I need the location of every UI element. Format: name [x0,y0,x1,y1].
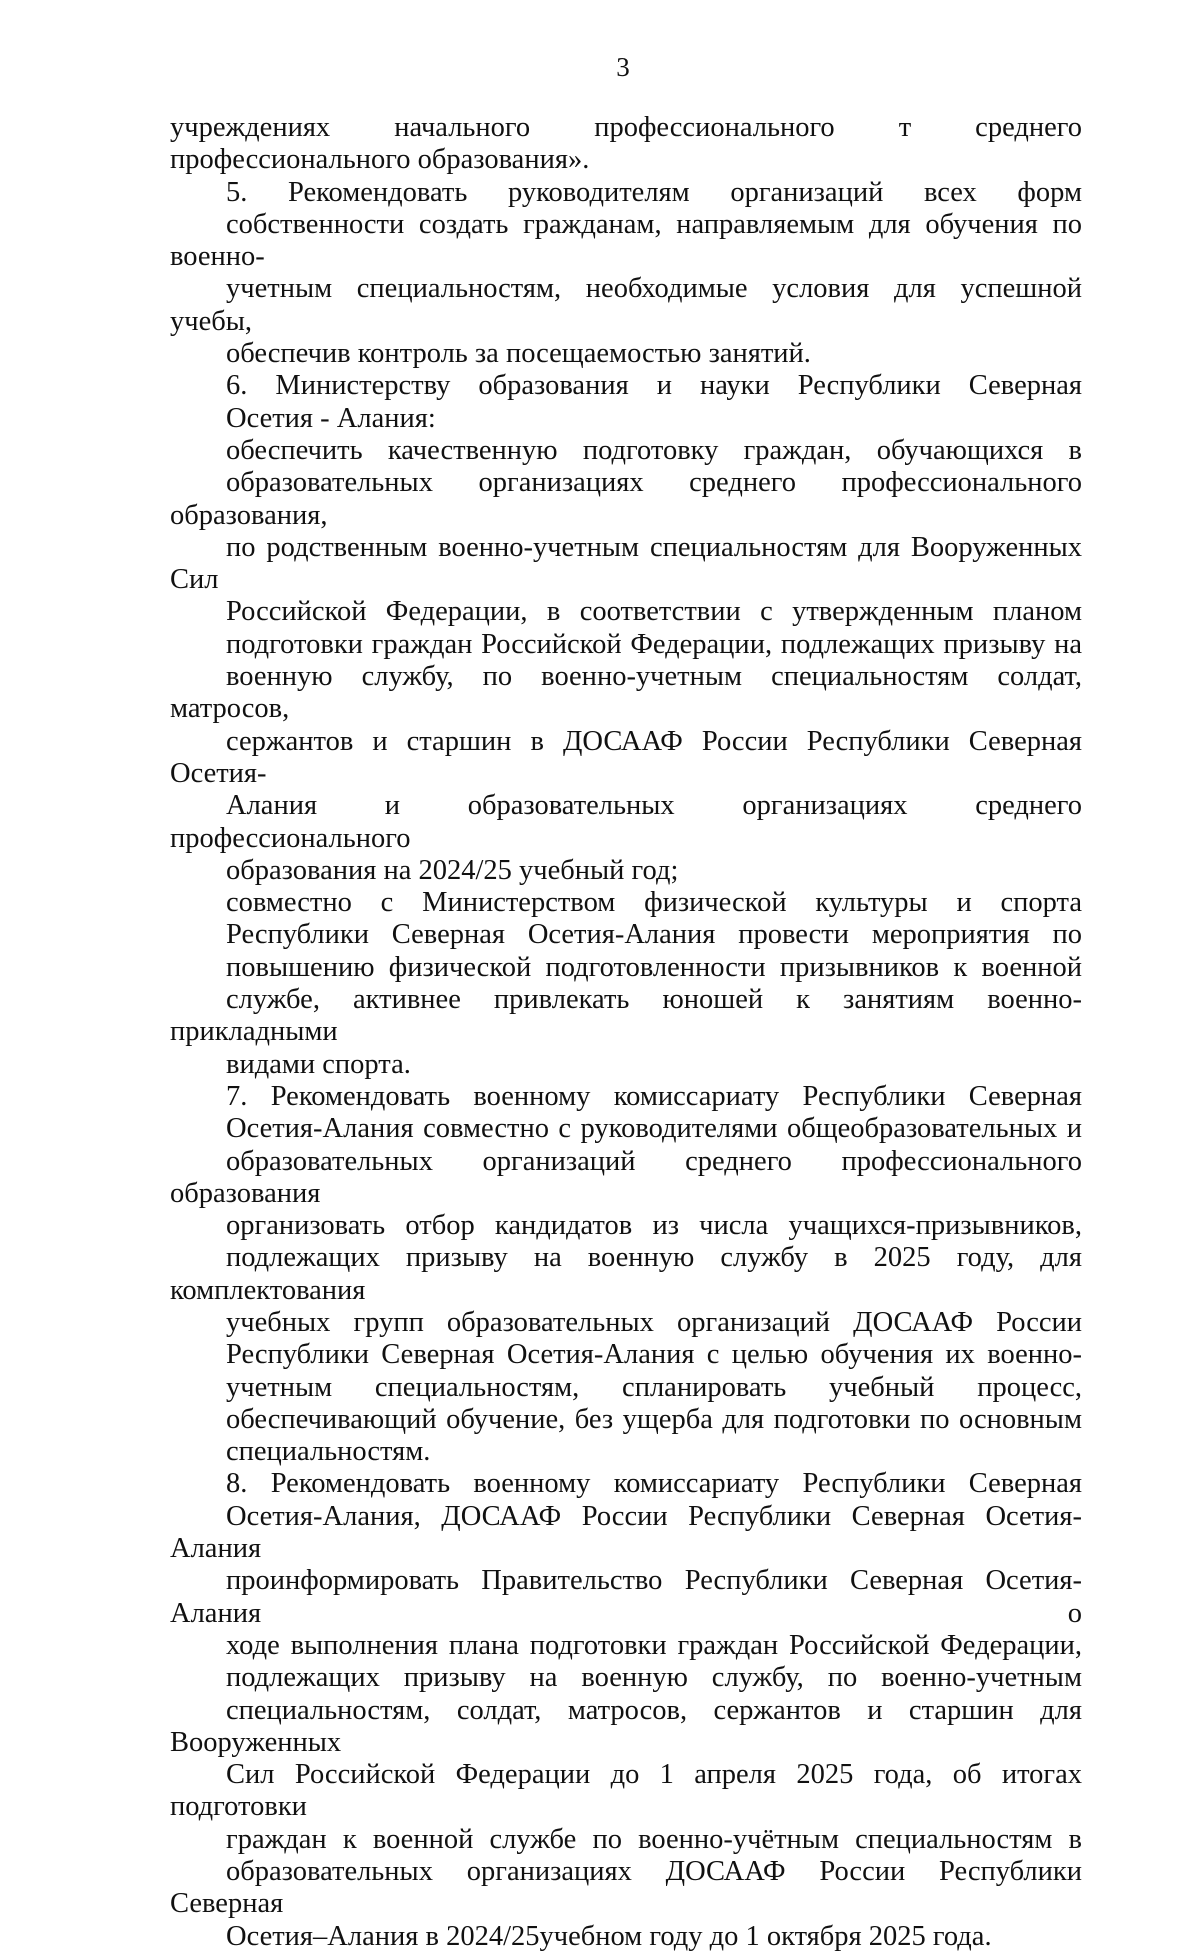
text-line: Осетия - Алания: [226,402,436,434]
text-line: видами спорта. [226,1048,411,1080]
text-line: Алания и образовательных организациях среднего профессионального [170,790,1082,854]
text-line: военную службу, по военно-учетным специальностям солдат, матросов, [170,661,1082,725]
text-line: Осетия-Алания совместно с руководителями общеобразовательных и [226,1113,1082,1145]
text-line: Российской Федерации, в соответствии с утвержденным планом [226,596,1082,628]
paragraph-item-8 [170,1468,1082,1952]
text-line: 6. Министерству образования и науки Республики Северная [226,370,1082,402]
text-line: учетным специальностям, спланировать учебный процесс, [226,1371,1082,1403]
text-line: образования на 2024/25 учебный год; [226,854,679,886]
text-line: 8. Рекомендовать военному комиссариату Республики Северная [226,1468,1082,1500]
text-line: совместно с Министерством физической культуры и спорта [226,887,1082,919]
text-line: учетным специальностям, необходимые условия для успешной учебы, [170,273,1082,337]
text-line: обеспечив контроль за посещаемостью занятий. [226,338,811,370]
text-line: ходе выполнения плана подготовки граждан Российской Федерации, [226,1629,1082,1661]
paragraph-continuation [170,112,1082,177]
text-line: Республики Северная Осетия-Алания с целью обучения их военно- [226,1339,1082,1371]
text-line: подготовки граждан Российской Федерации, подлежащих призыву на [226,628,1082,660]
text-line: собственности создать гражданам, направляемым для обучения по военно- [170,208,1082,273]
text-line: 5. Рекомендовать руководителям организаций всех форм [226,176,1082,208]
text-line: граждан к военной службе по военно-учётным специальностям в [226,1823,1082,1855]
paragraph-item-6-sub-b [170,887,1082,1081]
text-line: Сил Российской Федерации до 1 апреля 2025 года, об итогах подготовки [170,1759,1082,1823]
text-line: специальностям. [226,1436,431,1468]
document-body [170,112,1082,1953]
text-line: 7. Рекомендовать военному комиссариату Республики Северная [226,1080,1082,1112]
text-line: по родственным военно-учетным специальностям для Вооруженных Сил [170,531,1082,596]
text-line: Республики Северная Осетия-Алания провести мероприятия по [226,919,1082,951]
text-line: обеспечить качественную подготовку граждан, обучающихся в [226,434,1082,466]
text-line: образовательных организациях ДОСААФ России Республики Северная [170,1856,1082,1920]
text-line: подлежащих призыву на военную службу в 2025 году, для комплектования [170,1242,1082,1306]
text-line: службе, активнее привлекать юношей к занятиям военно-прикладными [170,984,1082,1048]
text-line: учебных групп образовательных организаций ДОСААФ России [226,1306,1082,1338]
text-line: Осетия–Алания в 2024/25учебном году до 1 октября 2025 года. [226,1920,992,1952]
paragraph-item-6 [170,370,1082,435]
text-line: организовать отбор кандидатов из числа учащихся-призывников, [226,1210,1082,1242]
paragraph-item-5 [170,177,1082,371]
text-line: образовательных организаций среднего профессионального образования [170,1145,1082,1209]
text-line: проинформировать Правительство Республики Северная Осетия-Алания о [170,1565,1082,1629]
text-line: учреждениях начального профессионального т среднего [170,112,1082,143]
text-line: сержантов и старшин в ДОСААФ России Республики Северная Осетия- [170,725,1082,789]
text-line: подлежащих призыву на военную службу, по военно-учетным [226,1662,1082,1694]
text-line: образовательных организациях среднего профессионального образования, [170,467,1082,531]
paragraph-item-6-sub-a [170,435,1082,887]
text-line: повышению физической подготовленности призывников к военной [226,951,1082,983]
page-number: 3 [616,52,630,82]
text-line: обеспечивающий обучение, без ущерба для подготовки по основным [226,1403,1082,1435]
text-line: профессионального образования». [170,144,590,176]
text-line: Осетия-Алания, ДОСААФ России Республики Северная Осетия-Алания [170,1500,1082,1565]
paragraph-item-7 [170,1081,1082,1469]
text-line: специальностям, солдат, матросов, сержантов и старшин для Вооруженных [170,1694,1082,1758]
